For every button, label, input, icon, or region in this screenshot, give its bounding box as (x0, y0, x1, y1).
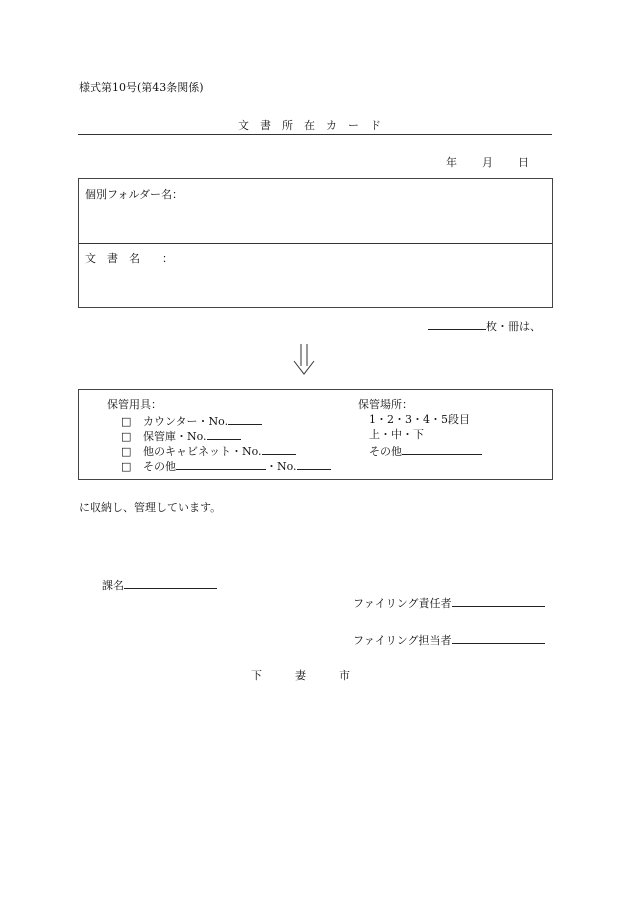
tool-label: 保管庫・No. (143, 430, 207, 443)
form-number: 様式第10号(第43条関係) (79, 81, 204, 94)
filing-manager-blank[interactable] (452, 595, 545, 607)
tool-blank[interactable] (228, 413, 262, 425)
tool-blank[interactable] (176, 458, 266, 470)
city-name: 下 妻 市 (251, 669, 350, 682)
place-position: 上・中・下 (369, 428, 424, 441)
section-blank[interactable] (124, 577, 217, 589)
filing-manager-line (353, 595, 545, 611)
checkbox-icon[interactable]: □ (121, 460, 132, 473)
date-day: 日 (518, 156, 529, 169)
checkbox-icon[interactable]: □ (121, 415, 132, 428)
place-heading: 保管場所： (358, 398, 413, 411)
tool-label: カウンター・No. (143, 415, 229, 428)
count-line (428, 318, 541, 334)
tool-item-other (121, 458, 331, 474)
down-arrow-icon (290, 342, 318, 376)
tool-item-cabinet (121, 443, 296, 459)
place-other-label: その他 (369, 445, 402, 458)
tool-blank[interactable] (207, 428, 241, 440)
tools-heading: 保管用具： (107, 398, 162, 411)
place-other-blank[interactable] (402, 443, 482, 455)
tool-label: 他のキャビネット・No. (143, 445, 262, 458)
filing-staff-label: ファイリング担当者 (353, 634, 452, 647)
tool-blank[interactable] (262, 443, 296, 455)
title-underline (78, 134, 552, 135)
folder-name-label: 個別フォルダー名： (85, 188, 184, 201)
place-other (369, 443, 482, 459)
checkbox-icon[interactable]: □ (121, 430, 132, 443)
section-name-line (102, 577, 217, 593)
filing-staff-line (353, 632, 545, 648)
document-name-label: 文 書 名 ： (85, 252, 173, 265)
checkbox-icon[interactable]: □ (121, 445, 132, 458)
date-month: 月 (482, 156, 493, 169)
tool-suffix: ・No. (266, 460, 297, 473)
place-shelf: 1・2・3・4・5段目 (369, 413, 470, 426)
tool-blank[interactable] (297, 458, 331, 470)
section-label: 課名 (102, 579, 124, 592)
card-title (0, 119, 630, 133)
box-divider (79, 243, 552, 244)
tool-label: その他 (143, 460, 176, 473)
count-suffix: 枚・冊は、 (486, 320, 541, 333)
date-year: 年 (446, 156, 457, 169)
storage-box (78, 389, 553, 480)
stored-statement: に収納し、管理しています。 (79, 501, 222, 514)
tool-item-storehouse (121, 428, 241, 444)
tool-item-counter (121, 413, 262, 429)
card-title-text: 文書所在カード (238, 119, 392, 132)
folder-doc-box (78, 178, 553, 308)
filing-manager-label: ファイリング責任者 (353, 597, 452, 610)
count-blank[interactable] (428, 318, 486, 330)
filing-staff-blank[interactable] (452, 632, 545, 644)
